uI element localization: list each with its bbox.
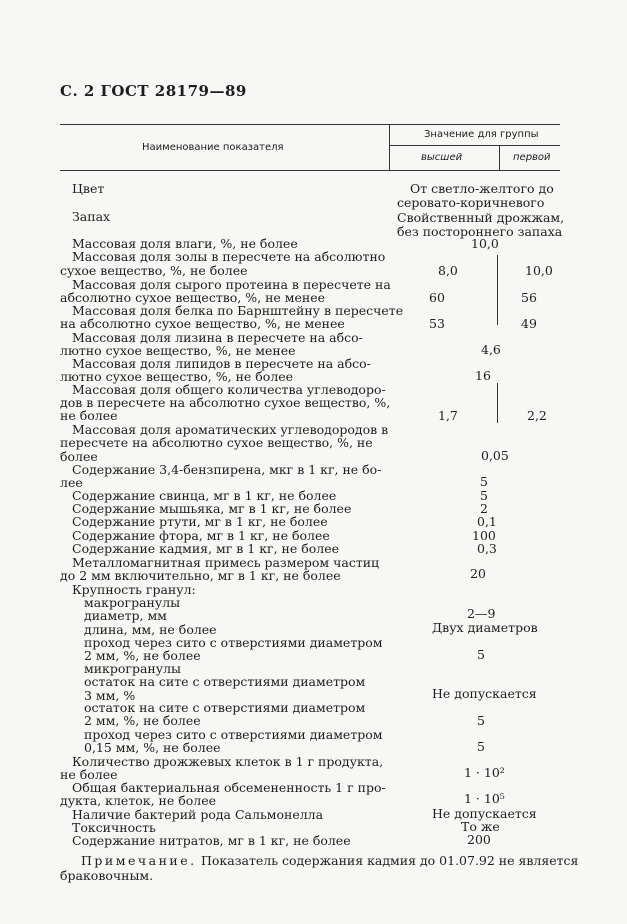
- row-aromatic-name-3: более: [60, 449, 98, 464]
- row-bacteria-value: 1 · 10⁵: [464, 791, 505, 806]
- col-first-header: первой: [513, 152, 551, 163]
- row-fluorine-value: 100: [472, 528, 496, 543]
- row-color-name: Цвет: [72, 181, 105, 196]
- note-title: Примечание.: [81, 853, 197, 868]
- row-lead-name: Содержание свинца, мг в 1 кг, не более: [72, 488, 337, 503]
- row-arsenic-value: 2: [480, 501, 488, 516]
- row-benzpyrene-name-2: лее: [60, 475, 83, 490]
- row-barnstein-first: 49: [521, 316, 537, 331]
- row-mercury-name: Содержание ртути, мг в 1 кг, не более: [72, 514, 328, 529]
- row-moisture-name: Массовая доля влаги, %, не более: [72, 236, 298, 251]
- row-lipids-value: 16: [475, 368, 491, 383]
- row-barnstein-high: 53: [429, 316, 445, 331]
- row-granules-rest3-value: Не допускается: [432, 686, 537, 701]
- row-lipids-name-1: Массовая доля липидов в пересчете на абсо-: [72, 356, 371, 371]
- row-cadmium-name: Содержание кадмия, мг в 1 кг, не более: [72, 541, 339, 556]
- note-text-2: браковочным.: [60, 868, 154, 883]
- row-barnstein-name-1: Массовая доля белка по Барнштейну в пересчете: [72, 303, 404, 318]
- row-salmonella-value: Не допускается: [432, 806, 537, 821]
- row-lipids-name-2: лютно сухое вещество, %, не более: [60, 369, 294, 384]
- row-toxicity-name: Токсичность: [72, 820, 156, 835]
- row-yeast-name-1: Количество дрожжевых клеток в 1 г продукта,: [72, 754, 384, 769]
- row-granules-macro: макрогранулы: [84, 595, 181, 610]
- col-value-header: Значение для группы: [424, 129, 539, 140]
- row-protein-first: 56: [521, 290, 537, 305]
- row-bacteria-name-1: Общая бактериальная обсемененность 1 г про-: [72, 780, 386, 795]
- row-aromatic-value: 0,05: [481, 448, 509, 463]
- row-color-value-1: От светло-желтого до: [410, 181, 554, 196]
- row-color-value-2: серовато-коричневого: [397, 195, 545, 210]
- value-subheader-divider: [499, 145, 500, 170]
- col-name-header: Наименование показателя: [142, 142, 284, 153]
- row-lysine-name-2: лютно сухое вещество, %, не менее: [60, 343, 296, 358]
- row-salmonella-name: Наличие бактерий рода Сальмонелла: [72, 807, 324, 822]
- row-moisture-value: 10,0: [471, 236, 499, 251]
- row-granules-rest2-1: остаток на сите с отверстиями диаметром: [84, 700, 366, 715]
- row-granules-rest2-2: 2 мм, %, не более: [84, 713, 201, 728]
- row-hydrocarbons-name-3: не более: [60, 408, 118, 423]
- row-granules-micro: микрогранулы: [84, 661, 181, 676]
- page-header: С. 2 ГОСТ 28179—89: [60, 82, 247, 100]
- row-ash-first: 10,0: [525, 263, 553, 278]
- row-granules-rest3-2: 3 мм, %: [84, 688, 136, 703]
- row-metallomagnetic-name-2: до 2 мм включительно, мг в 1 кг, не более: [60, 568, 341, 583]
- row-benzpyrene-value: 5: [480, 474, 488, 489]
- row-cadmium-value: 0,3: [477, 541, 497, 556]
- row-protein-name-1: Массовая доля сырого протеина в пересчете на: [72, 277, 391, 292]
- row-nitrates-value: 200: [467, 832, 491, 847]
- row-granules-rest3-1: остаток на сите с отверстиями диаметром: [84, 674, 366, 689]
- row-lysine-name-1: Массовая доля лизина в пересчете на абсо-: [72, 330, 363, 345]
- row-granules-rest2-value: 5: [477, 713, 485, 728]
- row-bacteria-name-2: дукта, клеток, не более: [60, 793, 217, 808]
- row-smell-name: Запах: [72, 209, 111, 224]
- values-divider-lower: [497, 383, 498, 423]
- row-granules-title: Крупность гранул:: [72, 582, 196, 597]
- row-granules-pass2-2: 2 мм, %, не более: [84, 648, 201, 663]
- row-barnstein-name-2: на абсолютно сухое вещество, %, не менее: [60, 316, 345, 331]
- row-granules-diameter: диаметр, мм: [84, 608, 167, 623]
- row-granules-pass2-1: проход через сито с отверстиями диаметром: [84, 635, 383, 650]
- row-ash-high: 8,0: [438, 263, 458, 278]
- row-hydrocarbons-first: 2,2: [527, 408, 547, 423]
- row-hydrocarbons-name-2: дов в пересчете на абсолютно сухое вещество, %,: [60, 395, 391, 410]
- table-header-vertical-divider: [389, 124, 390, 170]
- row-yeast-name-2: не более: [60, 767, 118, 782]
- row-granules-pass015-value: 5: [477, 739, 485, 754]
- note-text: Показатель содержания кадмия до 01.07.92 не является: [201, 853, 579, 868]
- row-hydrocarbons-high: 1,7: [438, 408, 458, 423]
- table-top-rule: [60, 124, 560, 125]
- row-protein-high: 60: [429, 290, 445, 305]
- row-protein-name-2: абсолютно сухое вещество, %, не менее: [60, 290, 326, 305]
- row-fluorine-name: Содержание фтора, мг в 1 кг, не более: [72, 528, 330, 543]
- row-mercury-value: 0,1: [477, 514, 497, 529]
- row-metallomagnetic-value: 20: [470, 566, 486, 581]
- row-aromatic-name-2: пересчете на абсолютно сухое вещество, %, не: [60, 435, 373, 450]
- row-ash-name-2: сухое вещество, %, не более: [60, 263, 248, 278]
- row-ash-name-1: Массовая доля золы в пересчете на абсолютно: [72, 249, 386, 264]
- row-aromatic-name-1: Массовая доля ароматических углеводородов в: [72, 422, 389, 437]
- row-smell-value-1: Свойственный дрожжам,: [397, 210, 565, 225]
- row-toxicity-value: То же: [461, 819, 500, 834]
- row-granules-pass2-value: 5: [477, 647, 485, 662]
- row-metallomagnetic-name-1: Металломагнитная примесь размером частиц: [72, 555, 380, 570]
- row-lysine-value: 4,6: [481, 342, 501, 357]
- row-granules-length-value: Двух диаметров: [432, 620, 538, 635]
- row-granules-length: длина, мм, не более: [84, 622, 217, 637]
- table-header-bottom-rule: [60, 170, 560, 171]
- col-high-header: высшей: [421, 152, 463, 163]
- row-granules-pass015-1: проход через сито с отверстиями диаметром: [84, 727, 383, 742]
- row-lead-value: 5: [480, 488, 488, 503]
- row-benzpyrene-name-1: Содержание 3,4-бензпирена, мкг в 1 кг, не бо-: [72, 462, 382, 477]
- row-hydrocarbons-name-1: Массовая доля общего количества углеводоро-: [72, 382, 386, 397]
- row-granules-diameter-value: 2—9: [467, 606, 496, 621]
- row-smell-value-2: без постороннего запаха: [397, 224, 563, 239]
- value-header-subrule: [389, 145, 560, 146]
- values-divider-upper: [497, 255, 498, 325]
- row-arsenic-name: Содержание мышьяка, мг в 1 кг, не более: [72, 501, 352, 516]
- row-yeast-value: 1 · 10²: [464, 765, 505, 780]
- row-nitrates-name: Содержание нитратов, мг в 1 кг, не более: [72, 833, 351, 848]
- row-granules-pass015-2: 0,15 мм, %, не более: [84, 740, 221, 755]
